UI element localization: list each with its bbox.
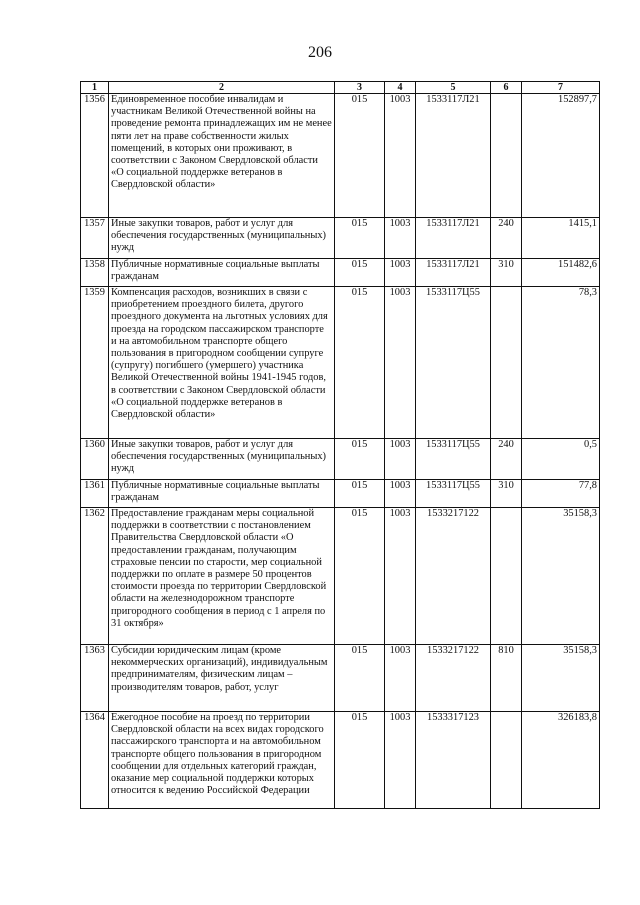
amount: 0,5 (522, 439, 600, 480)
row-number: 1364 (81, 712, 109, 809)
row-name: Субсидии юридическим лицам (кроме некоммерческих организаций), индивидуальным предпринимателям, физическим лицам – производителям товаров, работ, услуг (109, 645, 335, 712)
row-number: 1358 (81, 259, 109, 287)
target-code: 1533117Ц55 (416, 480, 491, 508)
ministry-code: 015 (335, 439, 385, 480)
row-number: 1357 (81, 218, 109, 259)
expense-code: 810 (491, 645, 522, 712)
ministry-code: 015 (335, 645, 385, 712)
col-header-7: 7 (522, 82, 600, 94)
section-code: 1003 (385, 508, 416, 645)
row-number: 1356 (81, 94, 109, 218)
table-row (81, 94, 600, 218)
section-code: 1003 (385, 712, 416, 809)
row-number: 1361 (81, 480, 109, 508)
page-number: 206 (308, 44, 332, 61)
table-row (81, 480, 600, 508)
amount: 326183,8 (522, 712, 600, 809)
header-row (81, 82, 600, 94)
table-row (81, 645, 600, 712)
table-row (81, 259, 600, 287)
expense-code (491, 712, 522, 809)
col-header-2: 2 (109, 82, 335, 94)
row-name: Ежегодное пособие на проезд по территории Свердловской области на всех видах городского пассажирского транспорта и на автомобильном транспорте общего пользования в пригородном сообщении для отдельных категорий граждан, оказание мер социальной поддержки которых относится к ведению Российской Федерации (109, 712, 335, 809)
row-number: 1360 (81, 439, 109, 480)
ministry-code: 015 (335, 712, 385, 809)
target-code: 1533217122 (416, 508, 491, 645)
table-row (81, 712, 600, 809)
target-code: 1533117Ц55 (416, 287, 491, 439)
table-row (81, 439, 600, 480)
amount: 35158,3 (522, 645, 600, 712)
expense-code (491, 287, 522, 439)
expense-code: 240 (491, 218, 522, 259)
target-code: 1533117Л21 (416, 259, 491, 287)
target-code: 1533117Л21 (416, 94, 491, 218)
amount: 77,8 (522, 480, 600, 508)
target-code: 1533317123 (416, 712, 491, 809)
col-header-4: 4 (385, 82, 416, 94)
row-name: Иные закупки товаров, работ и услуг для обеспечения государственных (муниципальных) нужд (109, 218, 335, 259)
row-name: Публичные нормативные социальные выплаты гражданам (109, 259, 335, 287)
col-header-5: 5 (416, 82, 491, 94)
budget-table (80, 81, 600, 809)
col-header-6: 6 (491, 82, 522, 94)
ministry-code: 015 (335, 259, 385, 287)
section-code: 1003 (385, 480, 416, 508)
row-number: 1363 (81, 645, 109, 712)
col-header-3: 3 (335, 82, 385, 94)
amount: 35158,3 (522, 508, 600, 645)
section-code: 1003 (385, 218, 416, 259)
row-number: 1359 (81, 287, 109, 439)
amount: 151482,6 (522, 259, 600, 287)
row-name: Публичные нормативные социальные выплаты гражданам (109, 480, 335, 508)
section-code: 1003 (385, 94, 416, 218)
section-code: 1003 (385, 259, 416, 287)
row-name: Единовременное пособие инвалидам и участникам Великой Отечественной войны на проведение ремонта принадлежащих им не менее пяти лет на праве собственности жилых помещений, в которых они проживают, в соответствии с Законом Свердловской области «О социальной поддержке ветеранов в Свердловской области» (109, 94, 335, 218)
ministry-code: 015 (335, 480, 385, 508)
table-row (81, 508, 600, 645)
target-code: 1533117Л21 (416, 218, 491, 259)
row-name: Предоставление гражданам меры социальной поддержки в соответствии с постановлением Правительства Свердловской области «О предоставлении гражданам, получающим страховые пенсии по старости, мер социальной поддержки по оплате в размере 50 процентов стоимости проезда по территории Свердловской области на железнодорожном транспорте пригородного сообщения в период с 1 апреля по 31 октября» (109, 508, 335, 645)
amount: 78,3 (522, 287, 600, 439)
table-row (81, 287, 600, 439)
table-row (81, 218, 600, 259)
col-header-1: 1 (81, 82, 109, 94)
ministry-code: 015 (335, 508, 385, 645)
ministry-code: 015 (335, 94, 385, 218)
row-name: Компенсация расходов, возникших в связи с приобретением проездного билета, другого проездного документа на льготных условиях для проезда на городском пассажирском транспорте и на автомобильном транспорте общего пользования в пригородном сообщении супруге (супругу) погибшего (умершего) участника Великой Отечественной войны 1941-1945 годов, в соответствии с Законом Свердловской области «О социальной поддержке ветеранов в Свердловской области» (109, 287, 335, 439)
amount: 1415,1 (522, 218, 600, 259)
row-number: 1362 (81, 508, 109, 645)
expense-code: 310 (491, 480, 522, 508)
expense-code: 310 (491, 259, 522, 287)
section-code: 1003 (385, 645, 416, 712)
section-code: 1003 (385, 287, 416, 439)
section-code: 1003 (385, 439, 416, 480)
expense-code (491, 508, 522, 645)
expense-code: 240 (491, 439, 522, 480)
expense-code (491, 94, 522, 218)
target-code: 1533217122 (416, 645, 491, 712)
amount: 152897,7 (522, 94, 600, 218)
row-name: Иные закупки товаров, работ и услуг для обеспечения государственных (муниципальных) нужд (109, 439, 335, 480)
ministry-code: 015 (335, 218, 385, 259)
target-code: 1533117Ц55 (416, 439, 491, 480)
ministry-code: 015 (335, 287, 385, 439)
